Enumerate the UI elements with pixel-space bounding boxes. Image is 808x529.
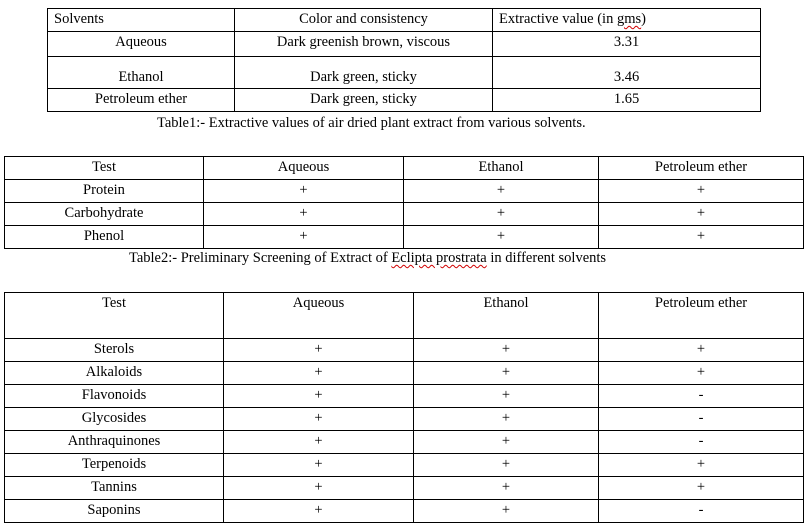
header-cell: Petroleum ether	[599, 293, 804, 339]
table-cell: Flavonoids	[5, 385, 224, 408]
table-cell: Anthraquinones	[5, 431, 224, 454]
table-cell: +	[414, 431, 599, 454]
header-cell: Ethanol	[404, 157, 599, 180]
table-cell: Petroleum ether	[48, 89, 235, 112]
table-cell: +	[404, 180, 599, 203]
table-row	[5, 500, 804, 523]
table-cell: Dark greenish brown, viscous	[235, 32, 493, 57]
header-cell: Extractive value (in gms)	[493, 9, 761, 32]
table-cell: +	[599, 454, 804, 477]
table-cell: Sterols	[5, 339, 224, 362]
table-cell: +	[224, 339, 414, 362]
table-cell: +	[414, 362, 599, 385]
table-cell: Glycosides	[5, 408, 224, 431]
header-cell: Test	[5, 157, 204, 180]
table-row	[5, 385, 804, 408]
table-cell: +	[224, 362, 414, 385]
table-cell: 3.31	[493, 32, 761, 57]
table-cell: Protein	[5, 180, 204, 203]
table-cell: Alkaloids	[5, 362, 224, 385]
table-cell: +	[414, 339, 599, 362]
table-cell: +	[404, 226, 599, 249]
table-cell: -	[599, 431, 804, 454]
table-cell: +	[204, 180, 404, 203]
table-cell: +	[204, 226, 404, 249]
header-cell: Color and consistency	[235, 9, 493, 32]
table-row	[5, 454, 804, 477]
table-cell: +	[414, 454, 599, 477]
table-row	[48, 89, 761, 112]
caption-text: Table2:- Preliminary Screening of Extract of	[129, 250, 392, 266]
table-cell: +	[599, 203, 804, 226]
header-cell: Ethanol	[414, 293, 599, 339]
table-cell: +	[224, 408, 414, 431]
table-cell: Carbohydrate	[5, 203, 204, 226]
table-row	[48, 57, 761, 89]
caption-text: in different solvents	[486, 250, 607, 266]
phytochemical-screening-table	[4, 292, 804, 523]
preliminary-screening-table	[4, 156, 804, 249]
table-cell: -	[599, 500, 804, 523]
table-cell: Dark green, sticky	[235, 89, 493, 112]
table-cell: 1.65	[493, 89, 761, 112]
table-cell: Terpenoids	[5, 454, 224, 477]
table-cell: +	[204, 203, 404, 226]
table-cell: +	[414, 408, 599, 431]
table-cell: +	[414, 385, 599, 408]
table-cell: +	[224, 500, 414, 523]
table-cell: +	[404, 203, 599, 226]
table-row	[5, 408, 804, 431]
table-row	[5, 431, 804, 454]
table-cell: +	[414, 500, 599, 523]
table-cell: +	[224, 454, 414, 477]
table-header-row	[5, 293, 804, 339]
table-row	[5, 477, 804, 500]
table-cell: -	[599, 408, 804, 431]
table-row	[5, 226, 804, 249]
table-row	[5, 339, 804, 362]
header-cell: Test	[5, 293, 224, 339]
table-cell: +	[224, 477, 414, 500]
table-cell: Dark green, sticky	[235, 57, 493, 89]
header-cell: Solvents	[48, 9, 235, 32]
table-cell: +	[599, 339, 804, 362]
table-cell: 3.46	[493, 57, 761, 89]
table-row	[5, 362, 804, 385]
table-cell: +	[224, 431, 414, 454]
table-cell: +	[599, 226, 804, 249]
table-cell: +	[599, 180, 804, 203]
table-cell: +	[599, 362, 804, 385]
table1-caption: Table1:- Extractive values of air dried plant extract from various solvents.	[157, 115, 586, 131]
table-cell: Aqueous	[48, 32, 235, 57]
table-row	[48, 32, 761, 57]
header-cell: Aqueous	[224, 293, 414, 339]
species-name: Eclipta prostrata	[391, 250, 487, 266]
table-cell: +	[224, 385, 414, 408]
table-cell: Ethanol	[48, 57, 235, 89]
table-cell: Phenol	[5, 226, 204, 249]
table-header-row	[5, 157, 804, 180]
table-cell: Saponins	[5, 500, 224, 523]
table2-caption	[129, 249, 606, 267]
header-cell: Aqueous	[204, 157, 404, 180]
extractive-values-table	[47, 8, 761, 112]
table-cell: +	[414, 477, 599, 500]
table-row	[5, 203, 804, 226]
unit-gms: gms	[616, 11, 642, 27]
table-cell: Tannins	[5, 477, 224, 500]
table-header-row	[48, 9, 761, 32]
table-cell: -	[599, 385, 804, 408]
table-row	[5, 180, 804, 203]
header-cell: Petroleum ether	[599, 157, 804, 180]
table-cell: +	[599, 477, 804, 500]
